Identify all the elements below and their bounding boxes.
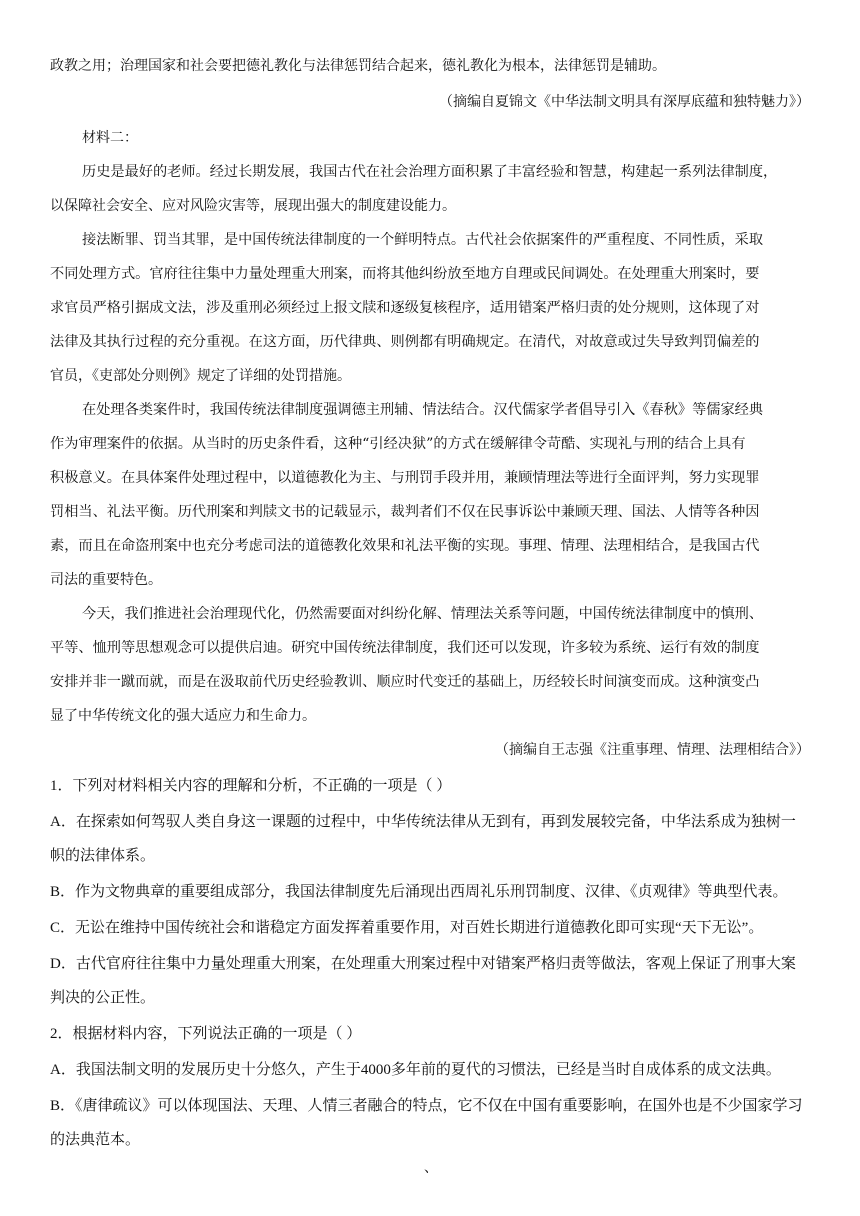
question-1-stem: 1．下列对材料相关内容的理解和分析，不正确的一项是（ ）	[50, 778, 452, 794]
question-2-stem: 2．根据材料内容，下列说法正确的一项是（ ）	[50, 1026, 362, 1042]
question-1-option-d: D．古代官府往往集中力量处理重大刑案，在处理重大刑案过程中对错案严格归责等做法，客观上保证了刑事大案	[50, 956, 796, 972]
source-citation: （摘编自王志强《注重事理、情理、法理相结合》）	[495, 742, 810, 758]
text-line: 法律及其执行过程的充分重视。在这方面，历代律典、则例都有明确规定。在清代，对故意或过失导致判罚偏差的	[50, 334, 760, 350]
text-line: 求官员严格引据成文法，涉及重刑必须经过上报文牍和逐级复核程序，适用错案严格归责的处分规则，这体现了对	[50, 300, 760, 316]
text-line: 司法的重要特色。	[50, 572, 162, 588]
text-line: 安排并非一蹴而就，而是在汲取前代历史经验教训、顺应时代变迁的基础上，历经较长时间演变而成。这种演变凸	[50, 674, 760, 690]
question-1-option-d-cont: 判决的公正性。	[50, 990, 156, 1006]
section-heading: 材料二：	[82, 130, 138, 146]
text-line: 罚相当、礼法平衡。历代刑案和判牍文书的记载显示，裁判者们不仅在民事诉讼中兼顾天理、国法、人情等各种因	[50, 504, 760, 520]
text-line: 以保障社会安全、应对风险灾害等，展现出强大的制度建设能力。	[50, 198, 456, 214]
text-line: 显了中华传统文化的强大适应力和生命力。	[50, 708, 316, 724]
text-line: 积极意义。在具体案件处理过程中，以道德教化为主、与刑罚手段并用，兼顾情理法等进行全面评判，努力实现罪	[50, 470, 760, 486]
text-line: 接法断罪、罚当其罪，是中国传统法律制度的一个鲜明特点。古代社会依据案件的严重程度、不同性质，采取	[82, 232, 764, 248]
question-2-option-b-cont: 的法典范本。	[50, 1132, 141, 1148]
question-2-option-a: A．我国法制文明的发展历史十分悠久，产生于4000多年前的夏代的习惯法，已经是当时自成体系的成文法典。	[50, 1062, 781, 1078]
text-line: 平等、恤刑等思想观念可以提供启迪。研究中国传统法律制度，我们还可以发现，许多较为系统、运行有效的制度	[50, 640, 760, 656]
text-line: 政教之用；治理国家和社会要把德礼教化与法律惩罚结合起来，德礼教化为根本，法律惩罚是辅助。	[50, 58, 666, 74]
question-1-option-c: C．无讼在维持中国传统社会和谐稳定方面发挥着重要作用，对百姓长期进行道德教化即可实现“天下无讼”。	[50, 920, 764, 936]
text-line: 不同处理方式。官府往往集中力量处理重大刑案，而将其他纠纷放至地方自理或民间调处。在处理重大刑案时，要	[50, 266, 760, 282]
question-2-option-b: B．《唐律疏议》可以体现国法、天理、人情三者融合的特点，它不仅在中国有重要影响，在国外也是不少国家学习	[50, 1098, 803, 1114]
text-line: 素，而且在命盗刑案中也充分考虑司法的道德教化效果和礼法平衡的实现。事理、情理、法理相结合，是我国古代	[50, 538, 760, 554]
question-1-option-a: A．在探索如何驾驭人类自身这一课题的过程中，中华传统法律从无到有，再到发展较完备，中华法系成为独树一	[50, 814, 796, 830]
text-line: 历史是最好的老师。经过长期发展，我国古代在社会治理方面积累了丰富经验和智慧，构建起一系列法律制度，	[82, 164, 778, 180]
question-1-option-a-cont: 帜的法律体系。	[50, 848, 156, 864]
text-line: 官员，《吏部处分则例》规定了详细的处罚措施。	[50, 368, 351, 384]
source-citation: （摘编自夏锦文《中华法制文明具有深厚底蕴和独特魅力》）	[439, 94, 810, 110]
question-1-option-b: B．作为文物典章的重要组成部分，我国法律制度先后涌现出西周礼乐刑罚制度、汉律、《贞观律》等典型代表。	[50, 884, 788, 900]
text-line: 在处理各类案件时，我国传统法律制度强调德主刑辅、情法结合。汉代儒家学者倡导引入《春秋》等儒家经典	[82, 402, 764, 418]
text-line: 作为审理案件的依据。从当时的历史条件看，这种“引经决狱”的方式在缓解律令苛酷、实现礼与刑的结合上具有	[50, 436, 746, 452]
page-mark: 、	[424, 1160, 438, 1176]
text-line: 今天，我们推进社会治理现代化，仍然需要面对纠纷化解、情理法关系等问题，中国传统法律制度中的慎刑、	[82, 606, 764, 622]
